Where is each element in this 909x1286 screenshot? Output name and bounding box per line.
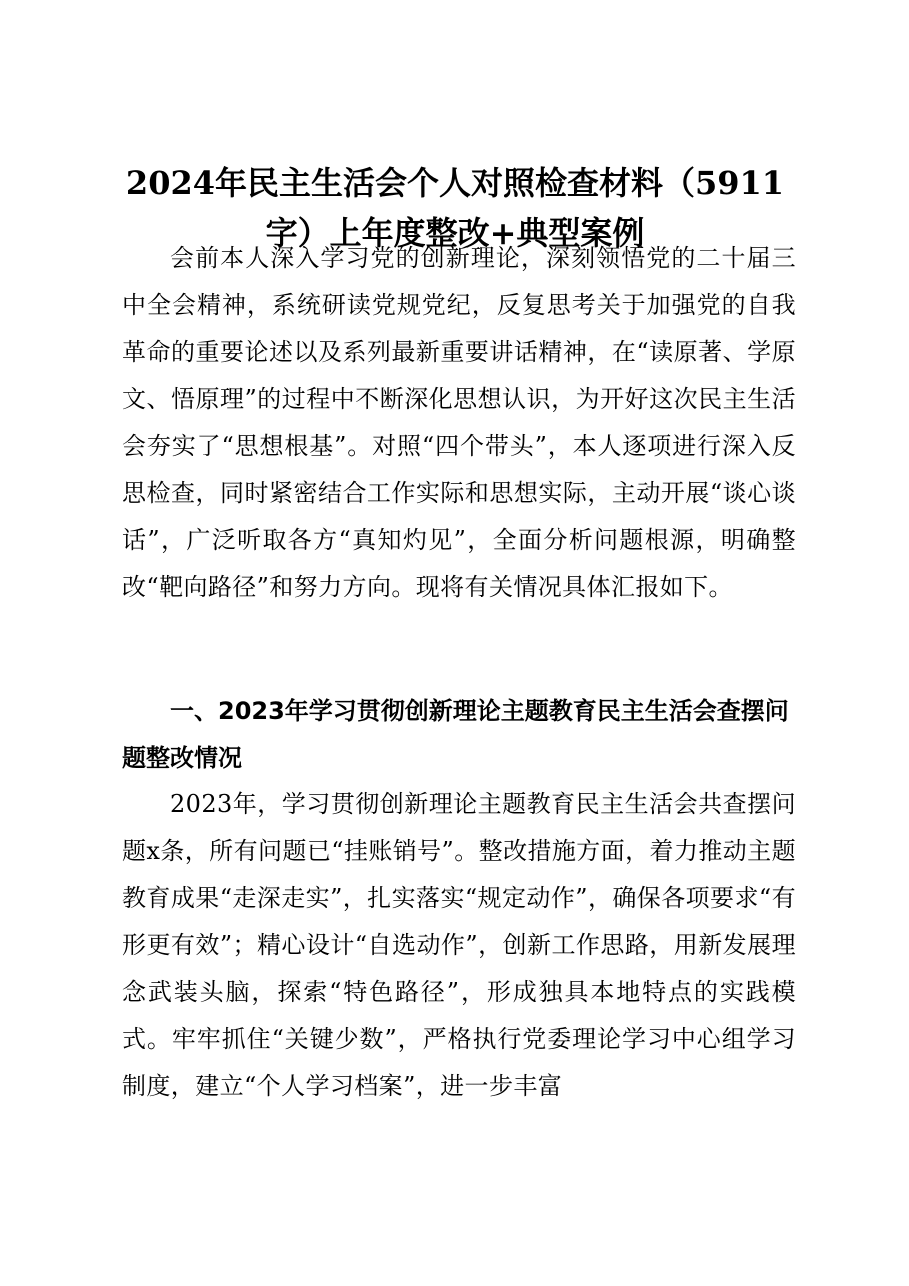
document-title: 2024年民主生活会个人对照检查材料（5911字）上年度整改+典型案例 xyxy=(125,164,785,252)
intro-paragraph: 会前本人深入学习党的创新理论，深刻领悟党的二十届三中全会精神，系统研读党规党纪，反复思考关于加强党的自我革命的重要论述以及系列最新重要讲话精神，在“读原著、学原文、悟原理”的过程中不断深化思想认识，为开好这次民主生活会夯实了“思想根基”。对照“四个带头”，本人逐项进行深入反思检查，同时紧密结合工作实际和思想实际，主动开展“谈心谈话”，广泛听取各方“真知灼见”，全面分析问题根源，明确整改“靶向路径”和努力方向。现将有关情况具体汇报如下。 xyxy=(122,244,796,601)
section-paragraph: 2023年，学习贯彻创新理论主题教育民主生活会共查摆问题x条，所有问题已“挂账销号”。整改措施方面，着力推动主题教育成果“走深走实”，扎实落实“规定动作”，确保各项要求“有形更有效”；精心设计“自选动作”，创新工作思路，用新发展理念武装头脑，探索“特色路径”，形成独具本地特点的实践模式。牢牢抓住“关键少数”，严格执行党委理论学习中心组学习制度，建立“个人学习档案”，进一步丰富 xyxy=(122,790,796,1100)
section-heading: 一、2023年学习贯彻创新理论主题教育民主生活会查摆问题整改情况 xyxy=(122,697,789,772)
